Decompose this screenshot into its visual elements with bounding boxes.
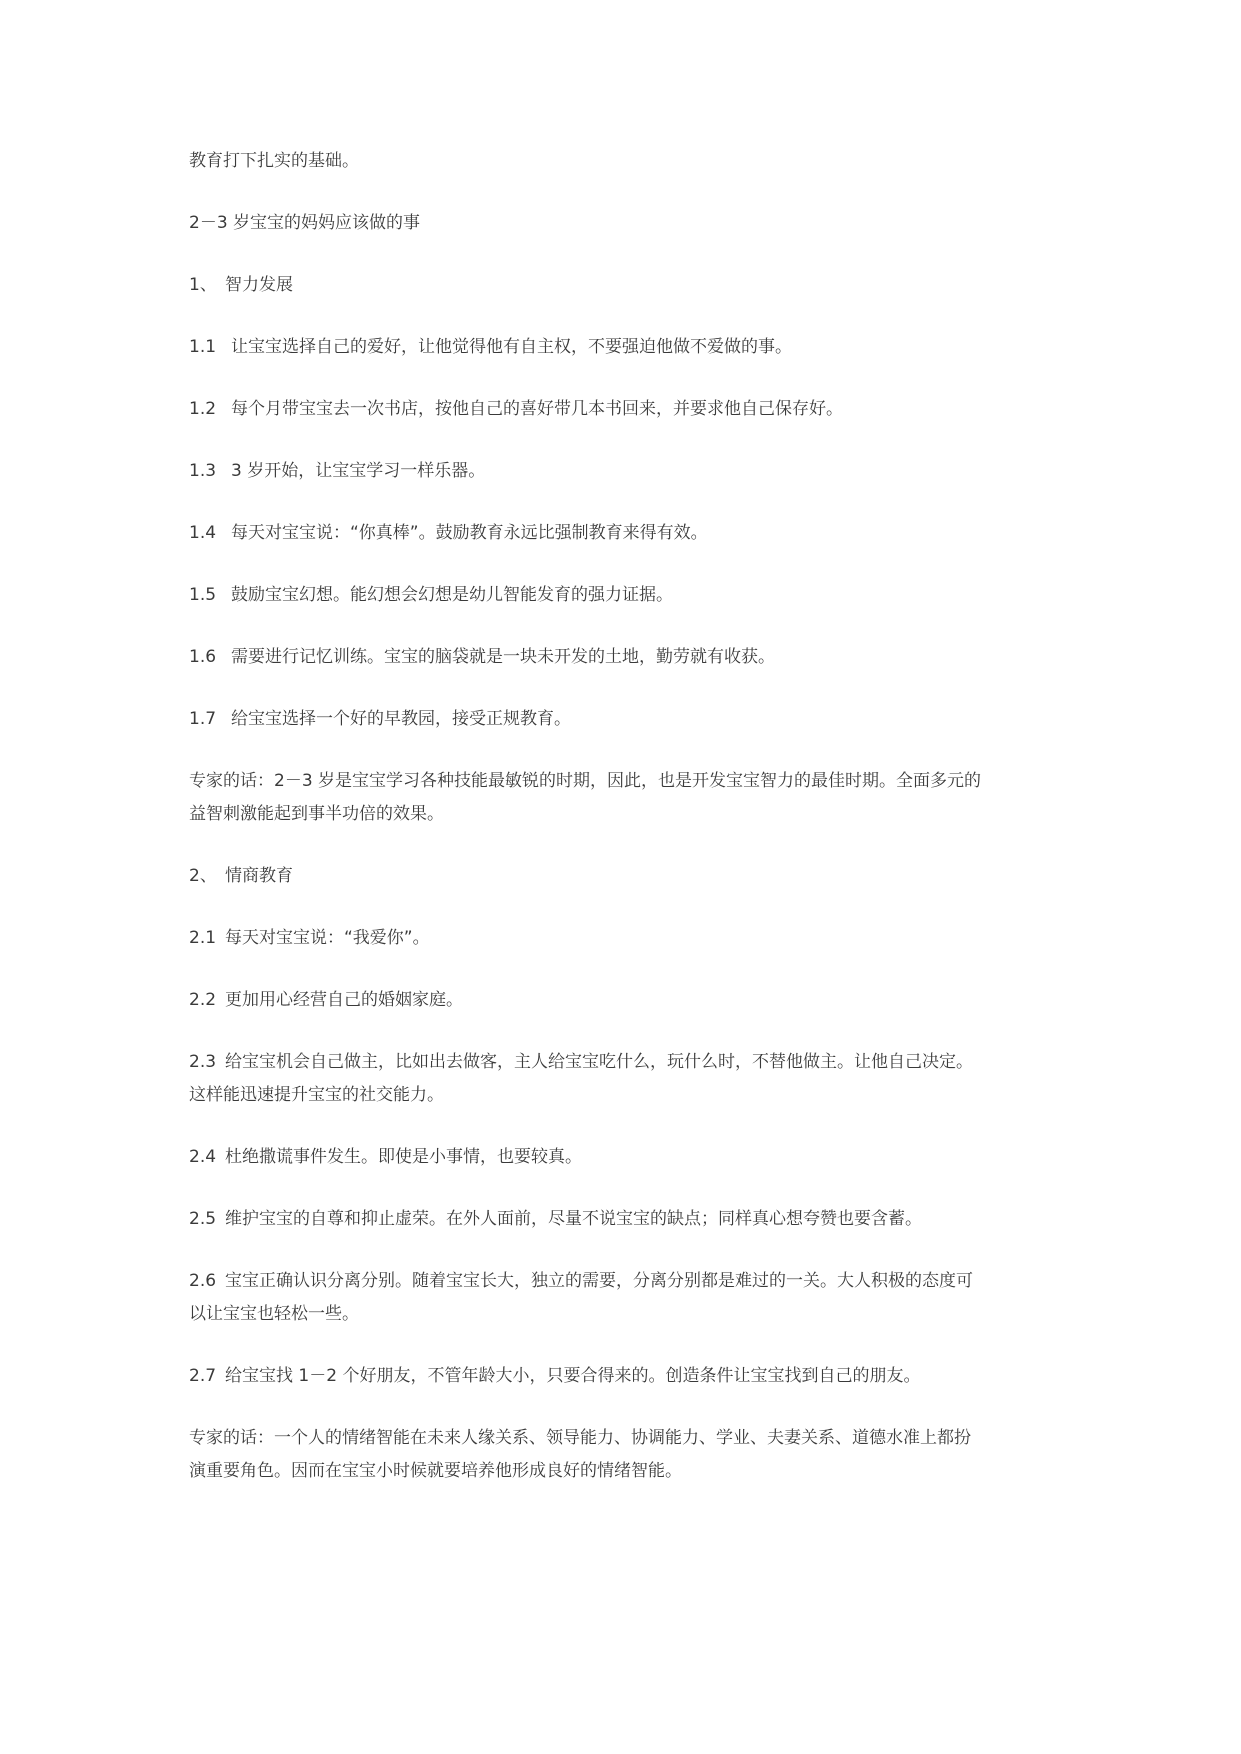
item-line xyxy=(189,1265,1057,1298)
document-body xyxy=(189,145,1057,1488)
list-item xyxy=(189,703,1057,736)
item-line xyxy=(189,1046,1057,1079)
item-text: 鼓励宝宝幻想。能幻想会幻想是幼儿智能发育的强力证据。 xyxy=(231,585,673,605)
item-number: 2.5 xyxy=(189,1209,217,1229)
list-item xyxy=(189,517,1057,550)
item-number: 2.7 xyxy=(189,1366,217,1386)
document-title: 2－3 岁宝宝的妈妈应该做的事 xyxy=(189,213,421,233)
section-1-number: 1、 xyxy=(189,275,217,295)
item-continuation: 以让宝宝也轻松一些。 xyxy=(189,1304,359,1324)
list-item xyxy=(189,393,1057,426)
list-item xyxy=(189,331,1057,364)
item-number: 1.6 xyxy=(189,647,217,667)
item-number: 1.2 xyxy=(189,399,217,419)
item-number: 1.7 xyxy=(189,709,217,729)
expert-note-1 xyxy=(189,765,1057,831)
item-text: 让宝宝选择自己的爱好，让他觉得他有自主权，不要强迫他做不爱做的事。 xyxy=(231,337,792,357)
item-text: 3 岁开始，让宝宝学习一样乐器。 xyxy=(231,461,486,481)
list-item xyxy=(189,1046,1057,1112)
item-text: 每个月带宝宝去一次书店，按他自己的喜好带几本书回来，并要求他自己保存好。 xyxy=(231,399,843,419)
item-number: 1.3 xyxy=(189,461,217,481)
item-number: 2.1 xyxy=(189,928,217,948)
list-item xyxy=(189,455,1057,488)
list-item xyxy=(189,1265,1057,1331)
item-text: 每天对宝宝说：“我爱你”。 xyxy=(225,928,430,948)
item-text: 需要进行记忆训练。宝宝的脑袋就是一块未开发的土地，勤劳就有收获。 xyxy=(231,647,775,667)
section-1-title: 智力发展 xyxy=(225,275,293,295)
item-text: 每天对宝宝说：“你真棒”。鼓励教育永远比强制教育来得有效。 xyxy=(231,523,708,543)
list-item xyxy=(189,1141,1057,1174)
expert-note-line: 益智刺激能起到事半功倍的效果。 xyxy=(189,804,444,824)
item-number: 2.6 xyxy=(189,1271,217,1291)
item-continuation: 这样能迅速提升宝宝的社交能力。 xyxy=(189,1085,444,1105)
list-item xyxy=(189,641,1057,674)
expert-note-line: 专家的话：一个人的情绪智能在未来人缘关系、领导能力、协调能力、学业、夫妻关系、道德水准上都扮 xyxy=(189,1428,971,1448)
item-text: 给宝宝选择一个好的早教园，接受正规教育。 xyxy=(231,709,571,729)
item-number: 2.4 xyxy=(189,1147,217,1167)
item-text: 给宝宝机会自己做主，比如出去做客，主人给宝宝吃什么，玩什么时，不替他做主。让他自己决定。 xyxy=(225,1052,973,1072)
section-2-number: 2、 xyxy=(189,866,217,886)
section-2-title: 情商教育 xyxy=(225,866,293,886)
item-number: 2.3 xyxy=(189,1052,217,1072)
list-item xyxy=(189,579,1057,612)
list-item xyxy=(189,1203,1057,1236)
intro-fragment: 教育打下扎实的基础。 xyxy=(189,151,359,171)
item-number: 1.5 xyxy=(189,585,217,605)
item-text: 杜绝撒谎事件发生。即使是小事情，也要较真。 xyxy=(225,1147,582,1167)
expert-note-line: 演重要角色。因而在宝宝小时候就要培养他形成良好的情绪智能。 xyxy=(189,1461,682,1481)
list-item xyxy=(189,984,1057,1017)
item-text: 宝宝正确认识分离分别。随着宝宝长大，独立的需要，分离分别都是难过的一关。大人积极的态度可 xyxy=(225,1271,973,1291)
item-number: 2.2 xyxy=(189,990,217,1010)
item-text: 维护宝宝的自尊和抑止虚荣。在外人面前，尽量不说宝宝的缺点；同样真心想夸赞也要含蓄。 xyxy=(225,1209,922,1229)
expert-note-line: 专家的话：2－3 岁是宝宝学习各种技能最敏锐的时期，因此，也是开发宝宝智力的最佳时期。全面多元的 xyxy=(189,771,982,791)
item-number: 1.1 xyxy=(189,337,217,357)
section-2-heading xyxy=(189,860,1057,893)
item-number: 1.4 xyxy=(189,523,217,543)
list-item xyxy=(189,922,1057,955)
list-item xyxy=(189,1360,1057,1393)
section-1-heading xyxy=(189,269,1057,302)
item-text: 给宝宝找 1－2 个好朋友，不管年龄大小，只要合得来的。创造条件让宝宝找到自己的朋友。 xyxy=(225,1366,921,1386)
expert-note-2 xyxy=(189,1422,1057,1488)
item-text: 更加用心经营自己的婚姻家庭。 xyxy=(225,990,463,1010)
